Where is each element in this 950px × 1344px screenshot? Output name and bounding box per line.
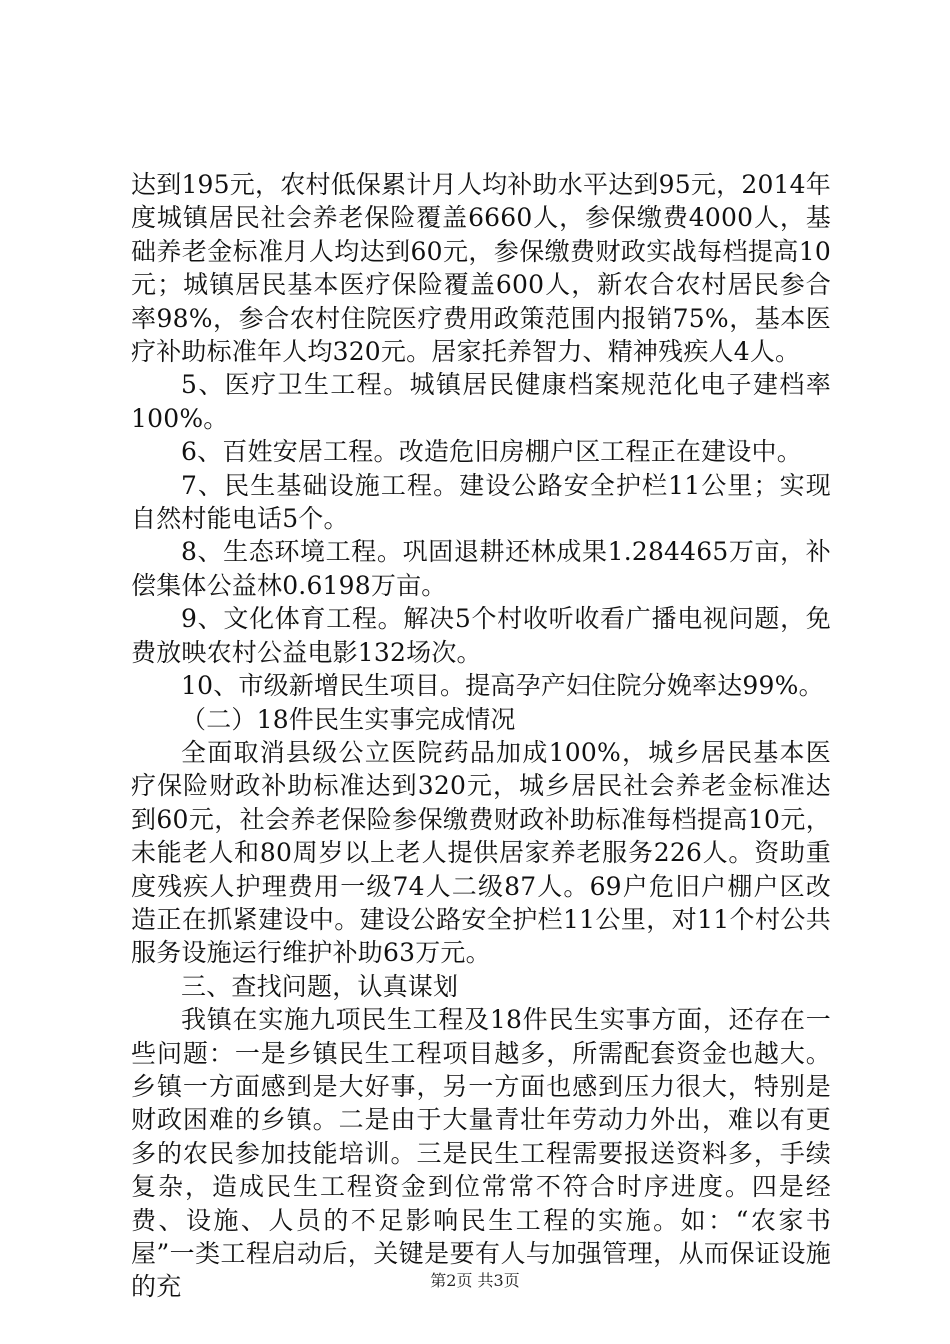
paragraph-2: 5、医疗卫生工程。城镇居民健康档案规范化电子建档率100%。 [131, 370, 831, 433]
paragraph-9: 全面取消县级公立医院药品加成100%，城乡居民基本医疗保险财政补助标准达到320元，城乡居民社会养老金标准达到60元，社会养老保险参保缴费财政补助标准每档提高10元，未能老人和80周岁以上老人提供居家养老服务226人。资助重度残疾人护理费用一级74人二级87人。69户危旧户棚户区改造正在抓紧建设中。建设公路安全护栏11公里，对11个村公共服务设施运行维护补助63万元。 [131, 737, 831, 968]
document-body [131, 168, 831, 1304]
paragraph-6: 9、文化体育工程。解决5个村收听收看广播电视问题，免费放映农村公益电影132场次。 [131, 604, 831, 667]
section-heading-2: （二）18件民生实事完成情况 [181, 704, 516, 734]
page-footer: 第2页 共3页 [430, 1271, 520, 1290]
paragraph-4: 7、民生基础设施工程。建设公路安全护栏11公里；实现自然村能电话5个。 [131, 470, 831, 534]
section-heading-3: 三、查找问题，认真谋划 [181, 971, 459, 1001]
paragraph-3: 6、百姓安居工程。改造危旧房棚户区工程正在建设中。 [181, 437, 802, 467]
paragraph-5: 8、生态环境工程。巩固退耕还林成果1.284465万亩，补偿集体公益林0.6198万亩。 [131, 537, 831, 600]
paragraph-11: 我镇在实施九项民生工程及18件民生实事方面，还存在一些问题：一是乡镇民生工程项目越多，所需配套资金也越大。乡镇一方面感到是大好事，另一方面也感到压力很大，特别是财政困难的乡镇。二是由于大量青壮年劳动力外出，难以有更多的农民参加技能培训。三是民生工程需要报送资料多，手续复杂，造成民生工程资金到位常常不符合时序进度。四是经费、设施、人员的不足影响民生工程的实施。如：“农家书屋”一类工程启动后，关键是要有人与加强管理，从而保证设施的充 [131, 1005, 831, 1302]
paragraph-7: 10、市级新增民生项目。提高孕产妇住院分娩率达99%。 [181, 671, 824, 701]
paragraph-1: 达到195元，农村低保累计月人均补助水平达到95元，2014年度城镇居民社会养老保险覆盖6660人，参保缴费4000人，基础养老金标准月人均达到60元，参保缴费财政实战每档提高10元；城镇居民基本医疗保险覆盖600人，新农合农村居民参合率98%，参合农村住院医疗费用政策范围内报销75%，基本医疗补助标准年人均320元。居家托养智力、精神残疾人4人。 [131, 170, 831, 367]
